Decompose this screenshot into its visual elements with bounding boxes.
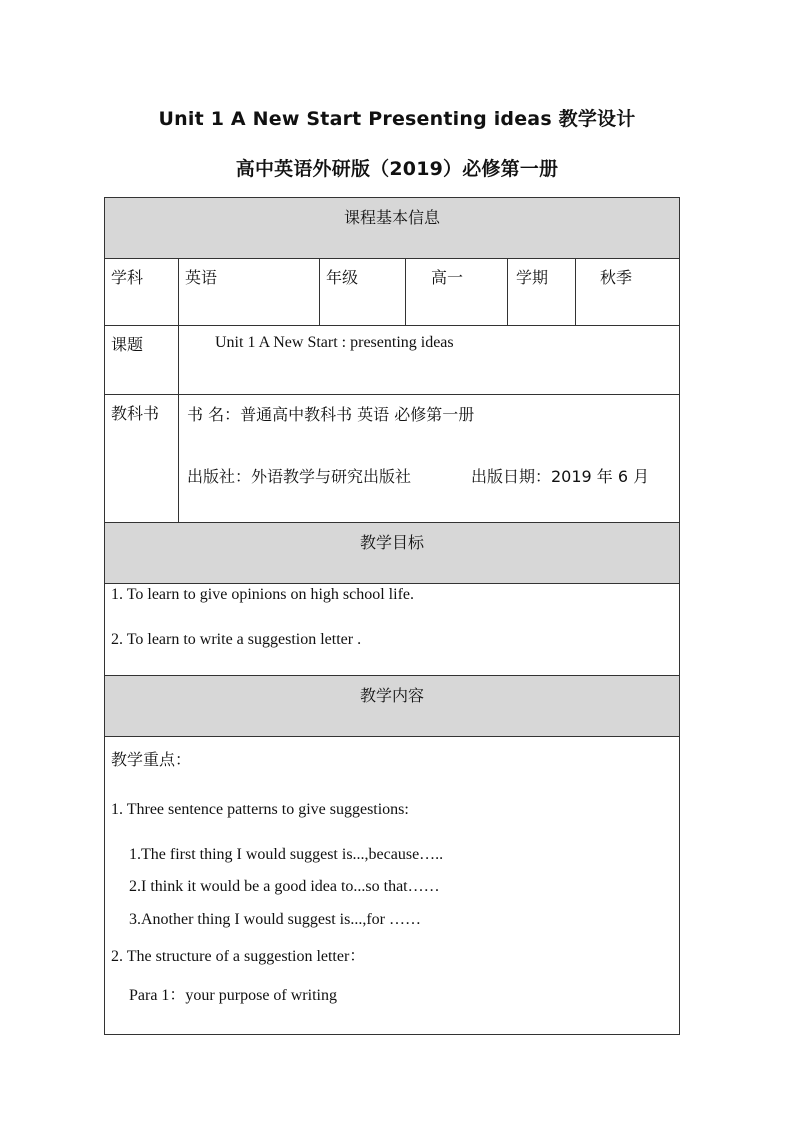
grade-value: 高一 (406, 259, 508, 326)
term-label: 学期 (508, 259, 576, 326)
publication-date: 出版日期：2019 年 6 月 (471, 467, 650, 486)
grade-label: 年级 (320, 259, 406, 326)
sentence-pattern: 2.I think it would be a good idea to...so that…… (129, 878, 440, 895)
document-subtitle: 高中英语外研版（2019）必修第一册 (235, 158, 559, 180)
publisher: 出版社：外语教学与研究出版社 (187, 467, 412, 486)
topic-label: 课题 (105, 326, 179, 395)
basic-info-header: 课程基本信息 (105, 198, 680, 259)
objective-item: 1. To learn to give opinions on high school life. (111, 586, 414, 603)
lesson-plan-table (104, 197, 680, 1035)
subject-label: 学科 (105, 259, 179, 326)
term-value: 秋季 (576, 259, 680, 326)
textbook-info (179, 395, 680, 523)
content-body (105, 737, 680, 1035)
letter-paragraph: Para 1：your purpose of writing (129, 987, 337, 1004)
textbook-label: 教科书 (105, 395, 179, 523)
focus-point: 1. Three sentence patterns to give suggestions: (111, 801, 409, 818)
subject-value: 英语 (179, 259, 320, 326)
focus-point: 2. The structure of a suggestion letter： (111, 948, 366, 965)
document-title: Unit 1 A New Start Presenting ideas 教学设计 (158, 108, 636, 130)
sentence-pattern: 1.The first thing I would suggest is...,because….. (129, 846, 444, 863)
objectives-body (105, 584, 680, 676)
book-name: 书 名：普通高中教科书 英语 必修第一册 (187, 405, 475, 424)
content-header: 教学内容 (105, 676, 680, 737)
sentence-pattern: 3.Another thing I would suggest is...,for …… (129, 911, 421, 928)
topic-value: Unit 1 A New Start : presenting ideas (179, 326, 680, 395)
objectives-header: 教学目标 (105, 523, 680, 584)
teaching-focus-label: 教学重点： (111, 750, 192, 769)
objective-item: 2. To learn to write a suggestion letter . (111, 631, 362, 648)
